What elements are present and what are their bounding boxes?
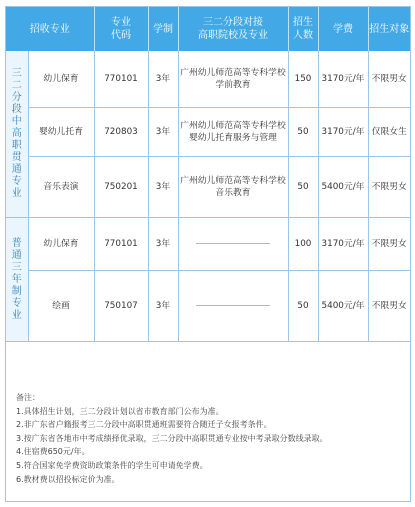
- header-count: 招生 人数: [288, 7, 318, 51]
- fee-cell: 5400元/年: [318, 157, 368, 218]
- table-row: [6, 271, 410, 342]
- target-cell: 不限男女: [368, 271, 410, 342]
- table-row: [6, 51, 410, 108]
- count-cell: 100: [288, 218, 318, 271]
- empty-dash: [196, 243, 270, 244]
- table-header-row: [6, 7, 410, 51]
- code-cell: 750201: [94, 157, 148, 218]
- code-cell: 770101: [94, 218, 148, 271]
- note-item: 5.符合国家免学费资助政策条件的学生可申请免学费。: [16, 460, 208, 470]
- code-cell: 770101: [94, 51, 148, 108]
- table-row: [6, 108, 410, 157]
- admissions-table-frame: [5, 6, 411, 502]
- empty-dash: [196, 305, 270, 306]
- years-cell: 3年: [148, 271, 178, 342]
- table-row: [6, 218, 410, 271]
- header-major: 招收专业: [6, 7, 94, 51]
- target-cell: 不限男女: [368, 218, 410, 271]
- notes-section: [6, 383, 410, 501]
- target-cell: 不限男女: [368, 157, 410, 218]
- category-cell: 普通三年制专业: [6, 218, 28, 342]
- major-cell: 婴幼儿托育: [28, 108, 94, 157]
- fee-cell: 3170元/年: [318, 108, 368, 157]
- fee-cell: 3170元/年: [318, 218, 368, 271]
- note-item: 3.按广东省各地市中考成绩择优录取，三二分段中高职贯通专业按中考录取分数线录取。: [16, 433, 328, 443]
- table-row: [6, 157, 410, 218]
- admissions-table: [6, 7, 410, 342]
- notes-title: 备注：: [16, 393, 40, 402]
- target-cell: 仅限女生: [368, 108, 410, 157]
- category-cell: 三二分段中高职贯通专业: [6, 51, 28, 218]
- header-code: 专业 代码: [94, 7, 148, 51]
- pairing-cell: 广州幼儿师范高等专科学校 学前教育: [178, 51, 288, 108]
- header-fee: 学费: [318, 7, 368, 51]
- years-cell: 3年: [148, 108, 178, 157]
- years-cell: 3年: [148, 157, 178, 218]
- major-cell: 绘画: [28, 271, 94, 342]
- years-cell: 3年: [148, 218, 178, 271]
- pairing-cell: 广州幼儿师范高等专科学校 婴幼儿托育服务与管理: [178, 108, 288, 157]
- note-item: 4.住宿费650元/年。: [16, 447, 90, 457]
- major-cell: 幼儿保育: [28, 218, 94, 271]
- note-item: 6.教材费以招投标定价为准。: [16, 474, 120, 484]
- header-target: 招生对象: [368, 7, 410, 51]
- count-cell: 150: [288, 51, 318, 108]
- pairing-cell-empty: [178, 218, 288, 271]
- count-cell: 50: [288, 157, 318, 218]
- code-cell: 750107: [94, 271, 148, 342]
- major-cell: 音乐表演: [28, 157, 94, 218]
- fee-cell: 3170元/年: [318, 51, 368, 108]
- pairing-cell-empty: [178, 271, 288, 342]
- years-cell: 3年: [148, 51, 178, 108]
- note-item: 2.非广东省户籍报考三二分段中高职贯通班需要符合随迁子女报考条件。: [16, 420, 272, 430]
- fee-cell: 5400元/年: [318, 271, 368, 342]
- count-cell: 50: [288, 271, 318, 342]
- major-cell: 幼儿保育: [28, 51, 94, 108]
- target-cell: 不限男女: [368, 51, 410, 108]
- header-years: 学制: [148, 7, 178, 51]
- count-cell: 50: [288, 108, 318, 157]
- pairing-cell: 广州幼儿师范高等专科学校 音乐教育: [178, 157, 288, 218]
- header-pairing: 三二分段对接 高职院校及专业: [178, 7, 288, 51]
- code-cell: 720803: [94, 108, 148, 157]
- note-item: 1.具体招生计划，三二分段计划以省市教育部门公布为准。: [16, 406, 224, 416]
